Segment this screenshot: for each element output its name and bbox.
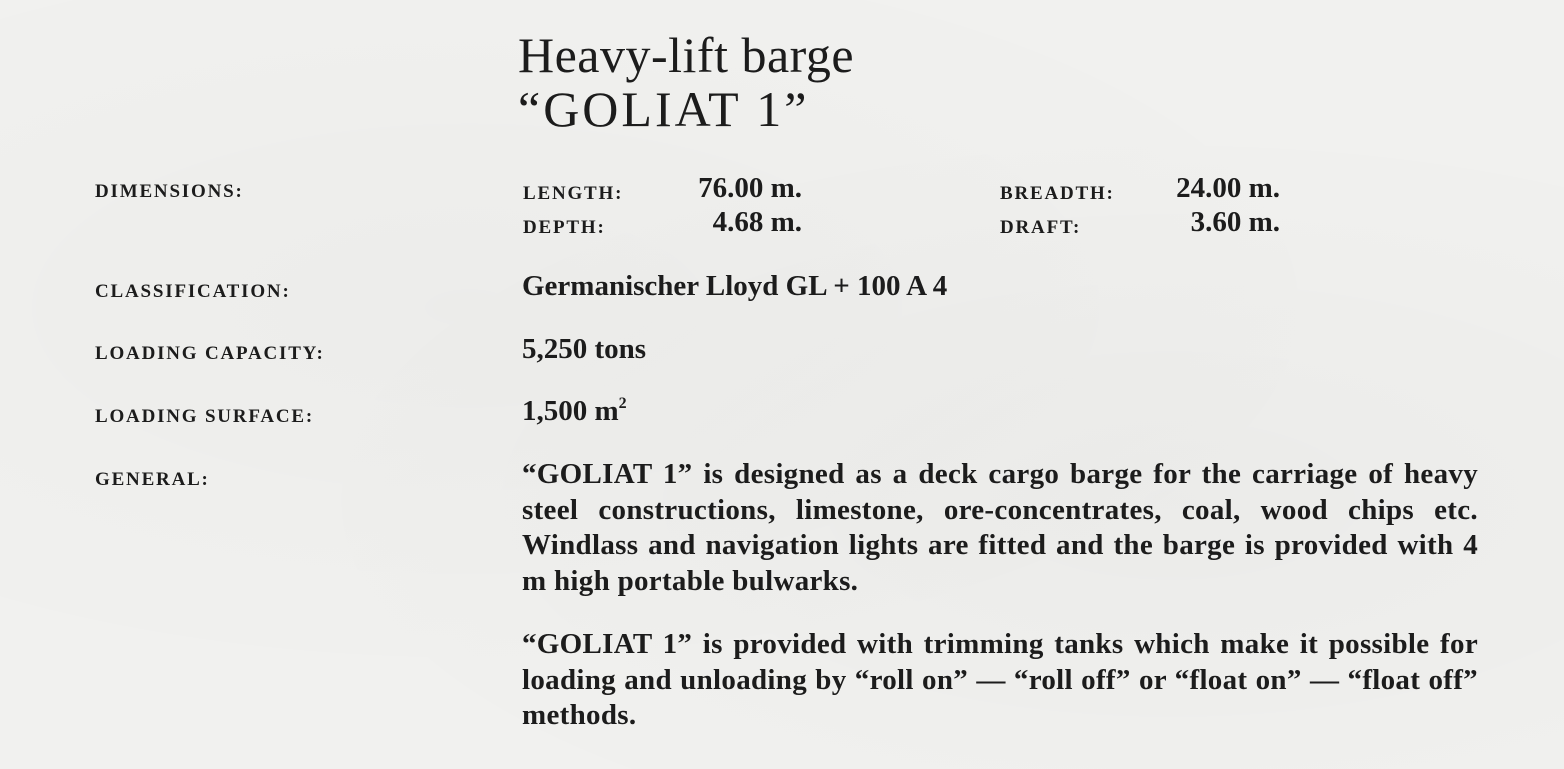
breadth-value: 24.00 m. (1176, 172, 1280, 204)
title-line-2: “GOLIAT 1” (518, 81, 810, 137)
draft-key: DRAFT: (1000, 217, 1082, 238)
breadth-key: BREADTH: (1000, 183, 1115, 204)
title-line-1: Heavy-lift barge (518, 27, 855, 83)
depth-value: 4.68 m. (712, 206, 802, 238)
general-paragraph-2: “GOLIAT 1” is provided with trimming tanks which make it possible for loading and unloading by “roll on” — “roll off” or “float on” — “float off” methods. (522, 628, 1478, 731)
loading-capacity-value: 5,250 tons (522, 333, 647, 365)
depth-key: DEPTH: (523, 217, 606, 238)
page-title (518, 28, 854, 136)
dimensions-label: DIMENSIONS: (95, 181, 244, 202)
loading-capacity-label: LOADING CAPACITY: (95, 343, 325, 364)
length-key: LENGTH: (523, 183, 624, 204)
loading-surface-unit-superscript: 2 (618, 395, 627, 412)
loading-surface-number: 1,500 m (522, 395, 619, 427)
length-value: 76.00 m. (698, 172, 802, 204)
draft-value: 3.60 m. (1190, 206, 1280, 238)
general-paragraph-1: “GOLIAT 1” is designed as a deck cargo barge for the carriage of heavy steel constructions, limestone, ore-concentrates, coal, wood chips etc. Windlass and navigation lights are fitted and the barge is provided with 4 m high portable bulwarks. (522, 458, 1478, 597)
loading-surface-value (522, 395, 627, 428)
classification-value: Germanischer Lloyd GL + 100 A 4 (522, 270, 948, 302)
general-label: GENERAL: (95, 469, 210, 490)
classification-label: CLASSIFICATION: (95, 281, 291, 302)
loading-surface-label: LOADING SURFACE: (95, 406, 314, 427)
